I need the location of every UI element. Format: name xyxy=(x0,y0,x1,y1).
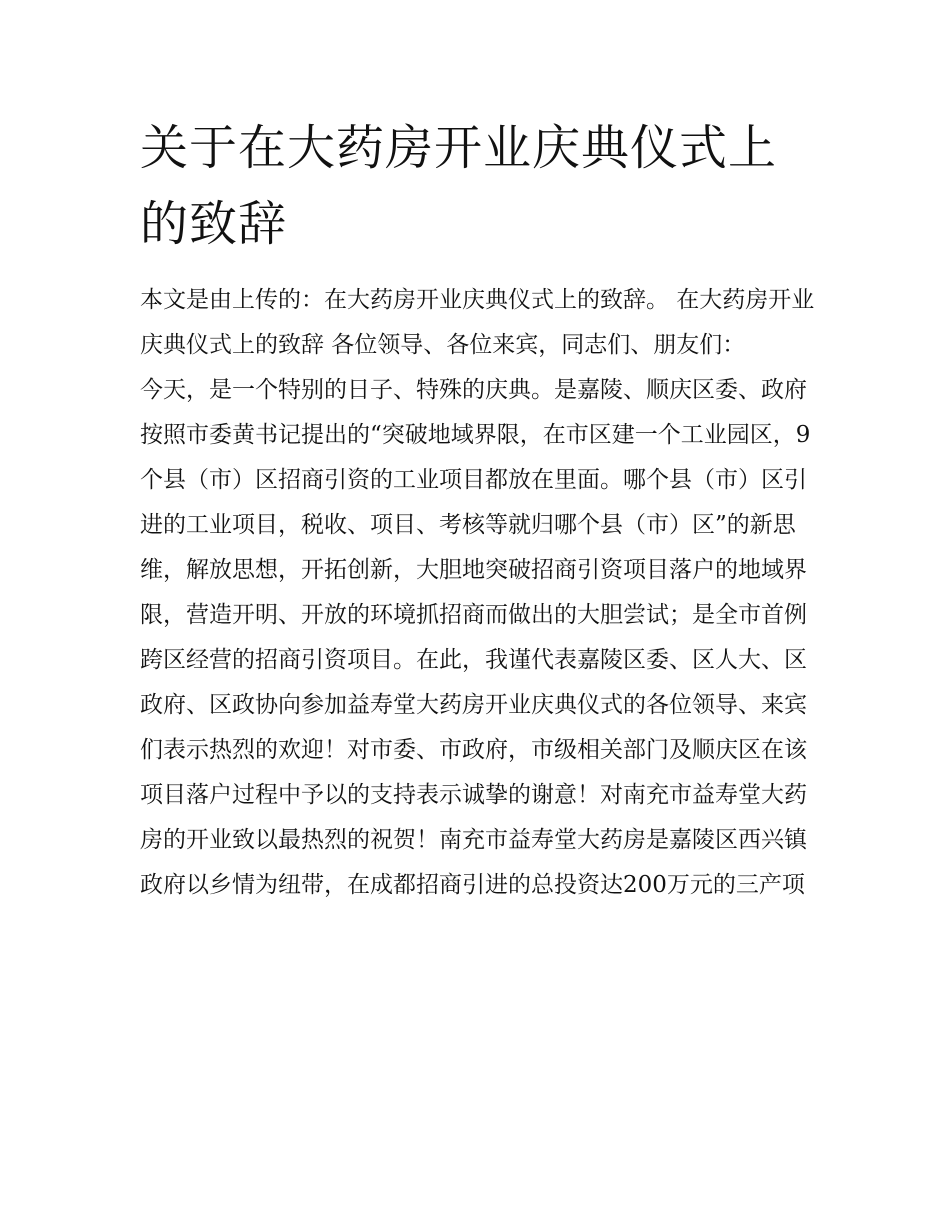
document-title: 关于在大药房开业庆典仪式上的致辞 xyxy=(140,120,778,252)
paragraph-intro: 本文是由上传的：在大药房开业庆典仪式上的致辞。 在大药房开业庆典仪式上的致辞 各位领导、各位来宾，同志们、朋友们： xyxy=(140,287,815,358)
paragraph-main: 今天，是一个特别的日子、特殊的庆典。是嘉陵、顺庆区委、政府按照市委黄书记提出的“突破地域界限，在市区建一个工业园区，9个县（市）区招商引资的工业项目都放在里面。哪个县（市）区引进的工业项目，税收、项目、考核等就归哪个县（市）区”的新思维，解放思想，开拓创新，大胆地突破招商引资项目落户的地域界限，营造开明、开放的环境抓招商而做出的大胆尝试；是全市首例跨区经营的招商引资项目。在此，我谨代表嘉陵区委、区人大、区政府、区政协向参加益寿堂大药房开业庆典仪式的各位领导、来宾们表示热烈的欢迎！对市委、市政府，市级相关部门及顺庆区在该项目落户过程中予以的支持表示诚挚的谢意！对南充市益寿堂大药房的开业致以最热烈的祝贺！南充市益寿堂大药房是嘉陵区西兴镇政府以乡情为纽带，在成都招商引进的总投资达200万元的三产项 xyxy=(140,377,811,898)
document-body xyxy=(140,278,820,908)
